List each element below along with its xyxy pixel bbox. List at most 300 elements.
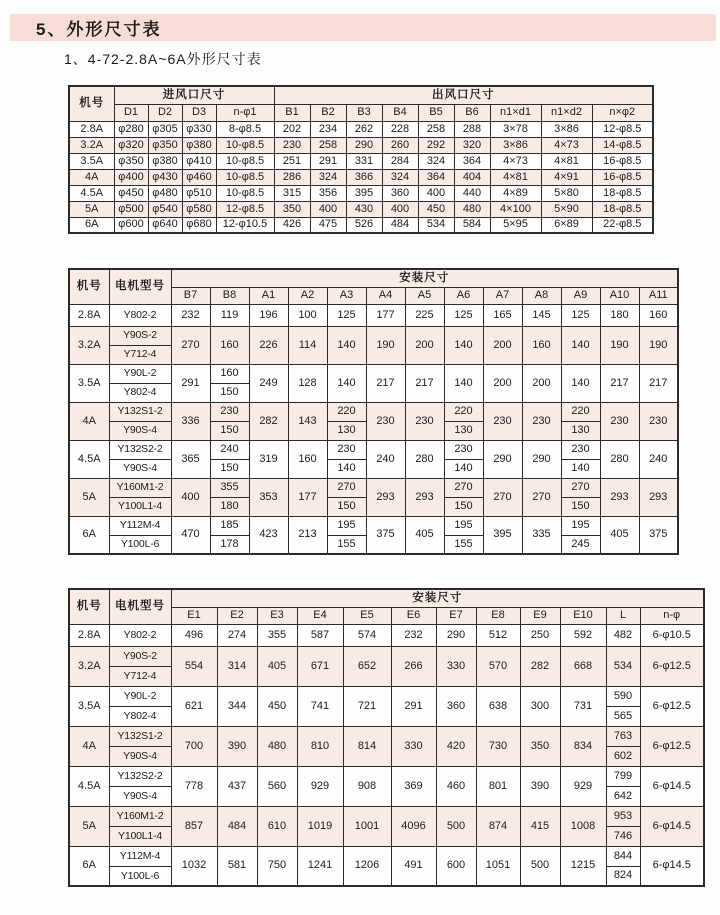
table-cell: 125 bbox=[444, 304, 483, 326]
motor-type-cell: Y160M1-2 bbox=[109, 478, 171, 497]
table-cell: 440 bbox=[454, 185, 490, 201]
column-header: E3 bbox=[257, 607, 297, 624]
table-cell: φ480 bbox=[148, 185, 182, 201]
motor-type-cell: Y712-4 bbox=[109, 345, 171, 364]
table-cell: 270 bbox=[483, 478, 522, 516]
table-row bbox=[69, 846, 704, 866]
table-cell: 125 bbox=[327, 304, 366, 326]
table-cell: 320 bbox=[454, 137, 490, 153]
table-cell: 280 bbox=[600, 440, 639, 478]
table-cell: 230 bbox=[639, 402, 678, 440]
table-cell: 592 bbox=[560, 624, 606, 646]
column-header: B3 bbox=[346, 104, 382, 121]
motor-type-cell: Y90S-2 bbox=[109, 646, 171, 666]
model-cell: 2.8A bbox=[69, 121, 114, 137]
table-cell: 195 bbox=[444, 516, 483, 535]
column-header-motor-type: 电机型号 bbox=[109, 589, 171, 624]
table-cell: 258 bbox=[310, 137, 346, 153]
table-cell: 364 bbox=[454, 153, 490, 169]
table-cell: 801 bbox=[476, 766, 520, 806]
table-cell: 405 bbox=[600, 516, 639, 554]
model-cell: 4.5A bbox=[69, 766, 109, 806]
table-cell: 350 bbox=[520, 726, 560, 766]
table-cell: φ330 bbox=[182, 121, 216, 137]
table-cell: 369 bbox=[391, 766, 436, 806]
column-header: A8 bbox=[522, 287, 561, 304]
model-cell: 4A bbox=[69, 169, 114, 185]
table-cell: 570 bbox=[476, 646, 520, 686]
table-cell: 437 bbox=[217, 766, 257, 806]
motor-type-cell: Y90L-2 bbox=[109, 364, 171, 383]
motor-type-cell: Y132S2-2 bbox=[109, 440, 171, 459]
table-cell: φ540 bbox=[148, 201, 182, 217]
table-cell: 290 bbox=[483, 440, 522, 478]
table-cell: 270 bbox=[522, 478, 561, 516]
table-cell: 225 bbox=[405, 304, 444, 326]
table-cell: φ320 bbox=[114, 137, 148, 153]
table-cell: 355 bbox=[210, 478, 249, 497]
table-cell: 177 bbox=[366, 304, 405, 326]
table-cell: 405 bbox=[405, 516, 444, 554]
table-cell: 196 bbox=[249, 304, 288, 326]
table-cell: 4×73 bbox=[490, 153, 541, 169]
table-cell: φ350 bbox=[114, 153, 148, 169]
column-header: A5 bbox=[405, 287, 444, 304]
table-cell: 200 bbox=[405, 326, 444, 364]
table-cell: 470 bbox=[171, 516, 210, 554]
table-cell: 1019 bbox=[297, 806, 343, 846]
table-cell: 721 bbox=[343, 686, 391, 726]
motor-type-cell: Y90S-2 bbox=[109, 326, 171, 345]
table-cell: 1206 bbox=[343, 846, 391, 886]
table-cell: 746 bbox=[606, 826, 640, 846]
column-header: E5 bbox=[343, 607, 391, 624]
table-cell: 234 bbox=[310, 121, 346, 137]
table-cell: 10-φ8.5 bbox=[216, 185, 274, 201]
table-cell: 3×86 bbox=[490, 137, 541, 153]
table-cell: 140 bbox=[327, 364, 366, 402]
column-header: A10 bbox=[600, 287, 639, 304]
table-cell: 602 bbox=[606, 746, 640, 766]
table-cell: 482 bbox=[606, 624, 640, 646]
table-cell: 810 bbox=[297, 726, 343, 766]
table-cell: 8-φ8.5 bbox=[216, 121, 274, 137]
model-cell: 3.5A bbox=[69, 153, 114, 169]
column-header: E1 bbox=[171, 607, 217, 624]
column-header: E9 bbox=[520, 607, 560, 624]
table-cell: 290 bbox=[346, 137, 382, 153]
table-cell: 240 bbox=[366, 440, 405, 478]
model-cell: 3.2A bbox=[69, 137, 114, 153]
table-cell: 6-φ14.5 bbox=[640, 846, 704, 886]
table-cell: 6-φ10.5 bbox=[640, 624, 704, 646]
motor-type-cell: Y90S-4 bbox=[109, 459, 171, 478]
table-cell: 217 bbox=[600, 364, 639, 402]
motor-type-cell: Y132S2-2 bbox=[109, 766, 171, 786]
table-cell: 730 bbox=[476, 726, 520, 766]
table-cell: 22-φ8.5 bbox=[592, 217, 653, 233]
column-header: D2 bbox=[148, 104, 182, 121]
table-cell: 230 bbox=[561, 440, 600, 459]
table-cell: 1215 bbox=[560, 846, 606, 886]
table-cell: 190 bbox=[600, 326, 639, 364]
table-cell: 315 bbox=[274, 185, 310, 201]
table-row bbox=[69, 766, 704, 786]
table-cell: 763 bbox=[606, 726, 640, 746]
table-cell: 140 bbox=[444, 459, 483, 478]
table-cell: φ450 bbox=[114, 185, 148, 201]
table-cell: 460 bbox=[436, 766, 476, 806]
table-cell: 12-φ10.5 bbox=[216, 217, 274, 233]
table-cell: 350 bbox=[274, 201, 310, 217]
table-cell: 250 bbox=[520, 624, 560, 646]
table-cell: 314 bbox=[217, 646, 257, 686]
table-cell: 230 bbox=[274, 137, 310, 153]
table-cell: 130 bbox=[327, 421, 366, 440]
table-cell: φ460 bbox=[182, 169, 216, 185]
table-row bbox=[69, 402, 678, 421]
table-cell: 6-φ12.5 bbox=[640, 726, 704, 766]
table-cell: 200 bbox=[483, 326, 522, 364]
motor-type-cell: Y90S-4 bbox=[109, 746, 171, 766]
table-cell: 130 bbox=[444, 421, 483, 440]
table-cell: 232 bbox=[171, 304, 210, 326]
column-header: n1×d1 bbox=[490, 104, 541, 121]
table-row bbox=[69, 726, 704, 746]
table-cell: 217 bbox=[639, 364, 678, 402]
table-row bbox=[69, 137, 653, 153]
table-row bbox=[69, 440, 678, 459]
table-subtitle: 1、4-72-2.8A~6A外形尺寸表 bbox=[64, 51, 262, 67]
table-row bbox=[69, 304, 678, 326]
table-cell: 324 bbox=[382, 169, 418, 185]
table-cell: 319 bbox=[249, 440, 288, 478]
table-cell: 475 bbox=[310, 217, 346, 233]
table-cell: 140 bbox=[327, 459, 366, 478]
table-cell: 874 bbox=[476, 806, 520, 846]
motor-type-cell: Y712-4 bbox=[109, 666, 171, 686]
table-cell: 155 bbox=[327, 535, 366, 554]
table-cell: 430 bbox=[346, 201, 382, 217]
column-header: B4 bbox=[382, 104, 418, 121]
table-cell: 140 bbox=[561, 326, 600, 364]
table-cell: 230 bbox=[444, 440, 483, 459]
table-cell: 286 bbox=[274, 169, 310, 185]
table-cell: 150 bbox=[210, 421, 249, 440]
table-cell: 420 bbox=[436, 726, 476, 766]
model-cell: 4.5A bbox=[69, 185, 114, 201]
table-cell: 799 bbox=[606, 766, 640, 786]
table-cell: 220 bbox=[327, 402, 366, 421]
table-cell: φ500 bbox=[114, 201, 148, 217]
column-header: D3 bbox=[182, 104, 216, 121]
table-cell: 18-φ8.5 bbox=[592, 201, 653, 217]
table-row bbox=[69, 686, 704, 706]
column-group-header: 安装尺寸 bbox=[171, 269, 678, 287]
table-cell: 230 bbox=[600, 402, 639, 440]
table-cell: 226 bbox=[249, 326, 288, 364]
table-cell: 4×100 bbox=[490, 201, 541, 217]
table-cell: 484 bbox=[382, 217, 418, 233]
table-cell: φ380 bbox=[182, 137, 216, 153]
table-cell: 180 bbox=[210, 497, 249, 516]
model-cell: 6A bbox=[69, 846, 109, 886]
table-cell: 395 bbox=[483, 516, 522, 554]
column-header: A4 bbox=[366, 287, 405, 304]
column-header: n-φ bbox=[640, 607, 704, 624]
table-row bbox=[69, 364, 678, 383]
table-cell: 6-φ14.5 bbox=[640, 766, 704, 806]
table-row bbox=[69, 646, 704, 666]
table-cell: 290 bbox=[436, 624, 476, 646]
table-cell: φ380 bbox=[148, 153, 182, 169]
table-cell: 185 bbox=[210, 516, 249, 535]
column-group-header: 安装尺寸 bbox=[171, 589, 704, 607]
table-cell: 814 bbox=[343, 726, 391, 766]
table-cell: 291 bbox=[391, 686, 436, 726]
table-cell: 700 bbox=[171, 726, 217, 766]
table-cell: 230 bbox=[327, 440, 366, 459]
table-cell: 331 bbox=[346, 153, 382, 169]
table-cell: 4×89 bbox=[490, 185, 541, 201]
table-cell: 195 bbox=[561, 516, 600, 535]
motor-type-cell: Y90L-2 bbox=[109, 686, 171, 706]
model-cell: 2.8A bbox=[69, 304, 109, 326]
table-cell: 16-φ8.5 bbox=[592, 169, 653, 185]
table-cell: 336 bbox=[171, 402, 210, 440]
table-cell: 491 bbox=[391, 846, 436, 886]
table-row bbox=[69, 478, 678, 497]
table-cell: 274 bbox=[217, 624, 257, 646]
table-cell: 587 bbox=[297, 624, 343, 646]
table-cell: 400 bbox=[418, 185, 454, 201]
column-header: A9 bbox=[561, 287, 600, 304]
table-cell: 284 bbox=[382, 153, 418, 169]
column-header: E8 bbox=[476, 607, 520, 624]
motor-type-cell: Y100L-6 bbox=[109, 535, 171, 554]
table-cell: 741 bbox=[297, 686, 343, 726]
table-cell: 10-φ8.5 bbox=[216, 169, 274, 185]
table-cell: 356 bbox=[310, 185, 346, 201]
table-cell: φ280 bbox=[114, 121, 148, 137]
table-cell: 560 bbox=[257, 766, 297, 806]
table-cell: 423 bbox=[249, 516, 288, 554]
table-cell: 145 bbox=[522, 304, 561, 326]
table-cell: 230 bbox=[366, 402, 405, 440]
motor-type-cell: Y802-2 bbox=[109, 304, 171, 326]
table-cell: 251 bbox=[274, 153, 310, 169]
table-cell: 324 bbox=[418, 153, 454, 169]
column-header: A3 bbox=[327, 287, 366, 304]
table-cell: 390 bbox=[217, 726, 257, 766]
column-header: A11 bbox=[639, 287, 678, 304]
model-cell: 5A bbox=[69, 478, 109, 516]
model-cell: 5A bbox=[69, 201, 114, 217]
table-cell: 5×95 bbox=[490, 217, 541, 233]
column-header: E2 bbox=[217, 607, 257, 624]
table-cell: 266 bbox=[391, 646, 436, 686]
table-cell: 360 bbox=[436, 686, 476, 726]
table-cell: 404 bbox=[454, 169, 490, 185]
motor-type-cell: Y802-4 bbox=[109, 706, 171, 726]
table-cell: 270 bbox=[561, 478, 600, 497]
motor-type-cell: Y112M-4 bbox=[109, 846, 171, 866]
table-cell: φ510 bbox=[182, 185, 216, 201]
table-cell: 128 bbox=[288, 364, 327, 402]
table-cell: 750 bbox=[257, 846, 297, 886]
column-header: B2 bbox=[310, 104, 346, 121]
table-cell: 929 bbox=[297, 766, 343, 806]
table-cell: 512 bbox=[476, 624, 520, 646]
table-cell: 177 bbox=[288, 478, 327, 516]
table-row bbox=[69, 153, 653, 169]
model-cell: 3.2A bbox=[69, 326, 109, 364]
table-cell: 484 bbox=[217, 806, 257, 846]
motor-type-cell: Y132S1-2 bbox=[109, 402, 171, 421]
table-row bbox=[69, 185, 653, 201]
table-cell: 857 bbox=[171, 806, 217, 846]
table-cell: 160 bbox=[288, 440, 327, 478]
table-cell: 10-φ8.5 bbox=[216, 153, 274, 169]
table-cell: 290 bbox=[522, 440, 561, 478]
table-cell: 450 bbox=[257, 686, 297, 726]
column-header: n×φ2 bbox=[592, 104, 653, 121]
table-cell: 642 bbox=[606, 786, 640, 806]
table-cell: 230 bbox=[522, 402, 561, 440]
table-cell: 565 bbox=[606, 706, 640, 726]
table-cell: 4×81 bbox=[541, 153, 592, 169]
table-cell: 500 bbox=[436, 806, 476, 846]
table-cell: 260 bbox=[382, 137, 418, 153]
table-cell: 355 bbox=[257, 624, 297, 646]
table-cell: 652 bbox=[343, 646, 391, 686]
table-cell: 293 bbox=[600, 478, 639, 516]
table-cell: 288 bbox=[454, 121, 490, 137]
table-cell: 258 bbox=[418, 121, 454, 137]
table-cell: 5×80 bbox=[541, 185, 592, 201]
table-cell: 270 bbox=[327, 478, 366, 497]
table-cell: 344 bbox=[217, 686, 257, 726]
table-cell: 500 bbox=[520, 846, 560, 886]
table-cell: 6×89 bbox=[541, 217, 592, 233]
table-cell: 581 bbox=[217, 846, 257, 886]
table-cell: 534 bbox=[418, 217, 454, 233]
model-cell: 4A bbox=[69, 726, 109, 766]
column-header: E6 bbox=[391, 607, 436, 624]
motor-type-cell: Y112M-4 bbox=[109, 516, 171, 535]
table-row bbox=[69, 516, 678, 535]
table-cell: 150 bbox=[561, 497, 600, 516]
motor-type-cell: Y100L-6 bbox=[109, 866, 171, 886]
table-cell: 526 bbox=[346, 217, 382, 233]
table-cell: 125 bbox=[561, 304, 600, 326]
table-cell: 150 bbox=[210, 459, 249, 478]
table-cell: 140 bbox=[561, 459, 600, 478]
table-cell: 282 bbox=[249, 402, 288, 440]
table-cell: 220 bbox=[444, 402, 483, 421]
table-cell: 366 bbox=[346, 169, 382, 185]
column-group-header: 进风口尺寸 bbox=[114, 86, 274, 104]
table-cell: 1001 bbox=[343, 806, 391, 846]
table-cell: 353 bbox=[249, 478, 288, 516]
model-cell: 2.8A bbox=[69, 624, 109, 646]
table-cell: 1008 bbox=[560, 806, 606, 846]
table-cell: 160 bbox=[639, 304, 678, 326]
table-row bbox=[69, 169, 653, 185]
table-cell: 1051 bbox=[476, 846, 520, 886]
table-cell: 668 bbox=[560, 646, 606, 686]
table-cell: 638 bbox=[476, 686, 520, 726]
table-cell: 330 bbox=[436, 646, 476, 686]
table-cell: 232 bbox=[391, 624, 436, 646]
table-cell: 6-φ12.5 bbox=[640, 646, 704, 686]
table-cell: 140 bbox=[327, 326, 366, 364]
table-cell: 178 bbox=[210, 535, 249, 554]
table-cell: 395 bbox=[346, 185, 382, 201]
table-cell: 534 bbox=[606, 646, 640, 686]
table-cell: 4×73 bbox=[541, 137, 592, 153]
model-cell: 3.5A bbox=[69, 686, 109, 726]
model-cell: 3.5A bbox=[69, 364, 109, 402]
table-cell: φ640 bbox=[148, 217, 182, 233]
table-cell: 280 bbox=[405, 440, 444, 478]
table-cell: 953 bbox=[606, 806, 640, 826]
column-header: n1×d2 bbox=[541, 104, 592, 121]
model-cell: 4.5A bbox=[69, 440, 109, 478]
table-cell: φ350 bbox=[148, 137, 182, 153]
column-header: B1 bbox=[274, 104, 310, 121]
table-cell: 365 bbox=[171, 440, 210, 478]
table-cell: 12-φ8.5 bbox=[592, 121, 653, 137]
model-cell: 5A bbox=[69, 806, 109, 846]
table-cell: 324 bbox=[310, 169, 346, 185]
column-header: B8 bbox=[210, 287, 249, 304]
table-cell: 245 bbox=[561, 535, 600, 554]
table-row bbox=[69, 806, 704, 826]
column-header: D1 bbox=[114, 104, 148, 121]
table-cell: 292 bbox=[418, 137, 454, 153]
table-cell: 4096 bbox=[391, 806, 436, 846]
table-row bbox=[69, 326, 678, 345]
table-cell: φ400 bbox=[114, 169, 148, 185]
table-cell: 480 bbox=[454, 201, 490, 217]
table-cell: 18-φ8.5 bbox=[592, 185, 653, 201]
column-header: E10 bbox=[560, 607, 606, 624]
table-cell: 291 bbox=[171, 364, 210, 402]
table-cell: 291 bbox=[310, 153, 346, 169]
table-cell: 140 bbox=[444, 364, 483, 402]
table-cell: 262 bbox=[346, 121, 382, 137]
table-cell: 190 bbox=[366, 326, 405, 364]
table-cell: 10-φ8.5 bbox=[216, 137, 274, 153]
table-cell: 155 bbox=[444, 535, 483, 554]
column-header: n-φ1 bbox=[216, 104, 274, 121]
table-cell: 6-φ14.5 bbox=[640, 806, 704, 846]
table-cell: 360 bbox=[382, 185, 418, 201]
table-row bbox=[69, 121, 653, 137]
table-cell: 249 bbox=[249, 364, 288, 402]
table-cell: 150 bbox=[210, 383, 249, 402]
table-cell: 405 bbox=[257, 646, 297, 686]
table-cell: 450 bbox=[418, 201, 454, 217]
motor-type-cell: Y160M1-2 bbox=[109, 806, 171, 826]
table-cell: 160 bbox=[522, 326, 561, 364]
table-mounting-dimensions-e bbox=[68, 588, 705, 887]
table-cell: 364 bbox=[418, 169, 454, 185]
table-cell: 778 bbox=[171, 766, 217, 806]
model-cell: 6A bbox=[69, 516, 109, 554]
table-cell: 220 bbox=[561, 402, 600, 421]
